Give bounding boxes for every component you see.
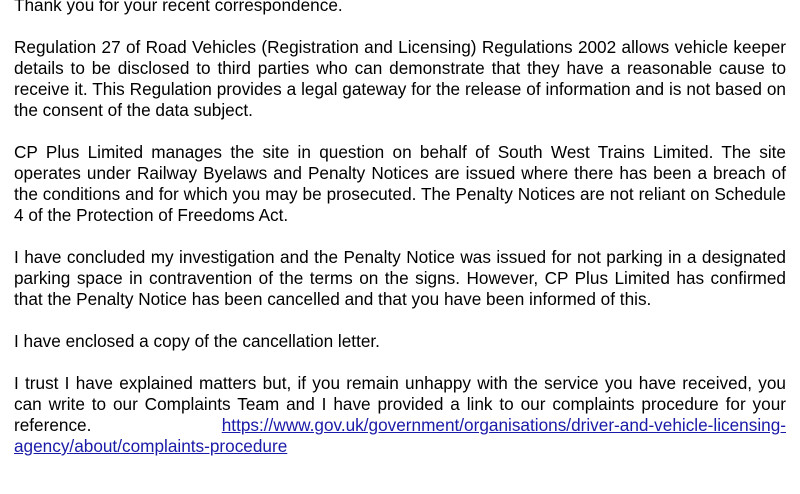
letter-body [14, 0, 786, 457]
enclosure-paragraph: I have enclosed a copy of the cancellation letter. [14, 331, 380, 351]
complaints-text: I trust I have explained matters but, if you remain unhappy with the service you have received, you can write to our Complaints Team and I have provided a link to our complaints procedure for your reference. [14, 373, 786, 435]
regulation-paragraph: Regulation 27 of Road Vehicles (Registration and Licensing) Regulations 2002 allows vehicle keeper details to be disclosed to third parties who can demonstrate that they have a reasonable cause to receive it. This Regulation provides a legal gateway for the release of information and is not based on the consent of the data subject. [14, 37, 786, 120]
investigation-paragraph: I have concluded my investigation and the Penalty Notice was issued for not parking in a designated parking space in contravention of the terms on the signs. However, CP Plus Limited has confirmed that the Penalty Notice has been cancelled and that you have been informed of this. [14, 247, 786, 309]
complaints-paragraph [14, 373, 786, 457]
complaints-procedure-link[interactable]: https://www.gov.uk/government/organisations/driver-and-vehicle-licensing-agency/about/complaints-procedure [14, 415, 786, 456]
cp-plus-paragraph: CP Plus Limited manages the site in question on behalf of South West Trains Limited. The site operates under Railway Byelaws and Penalty Notices are issued where there has been a breach of the conditions and for which you may be prosecuted. The Penalty Notices are not reliant on Schedule 4 of the Protection of Freedoms Act. [14, 142, 786, 225]
greeting-paragraph: Thank you for your recent correspondence. [14, 0, 343, 15]
